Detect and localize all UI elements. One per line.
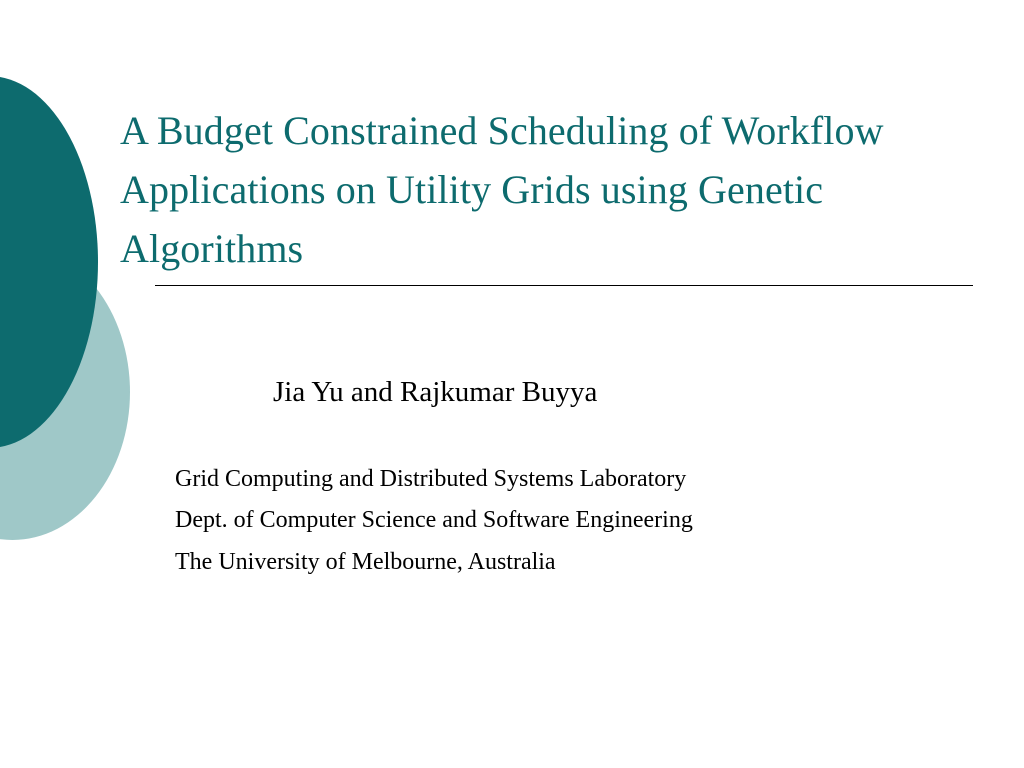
page-title: A Budget Constrained Scheduling of Workflow Applications on Utility Grids using Genetic Algorithms: [120, 107, 884, 272]
affiliation-line-2: Dept. of Computer Science and Software Engineering: [175, 507, 693, 534]
authors-line: Jia Yu and Rajkumar Buyya: [273, 376, 598, 408]
affiliation-line-1: Grid Computing and Distributed Systems Laboratory: [175, 466, 687, 492]
affiliation-line-3: The University of Melbourne, Australia: [175, 548, 556, 575]
title-divider: [155, 285, 973, 286]
affiliation-block: [175, 459, 693, 583]
